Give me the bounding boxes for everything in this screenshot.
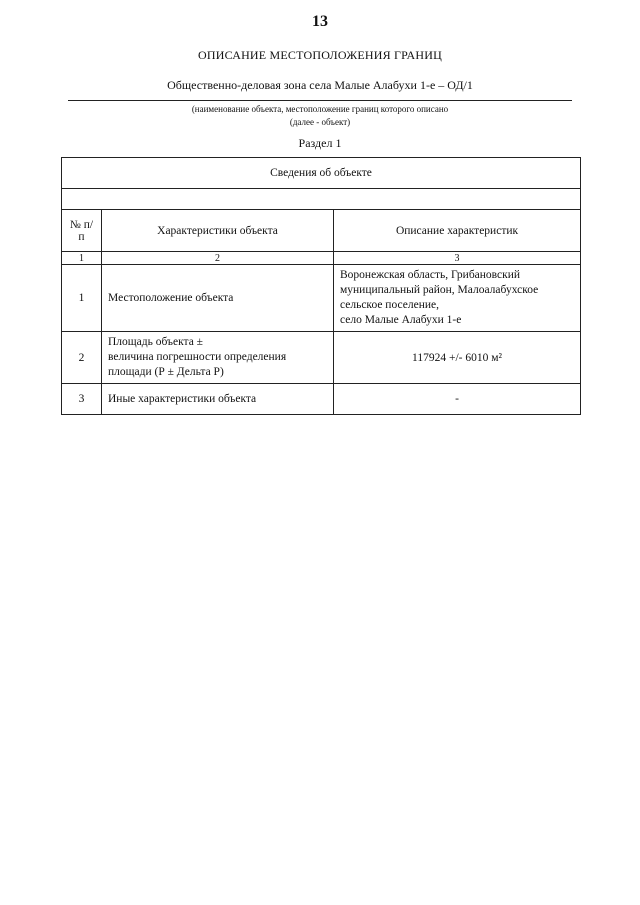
row-description: 117924 +/- 6010 м² [334,332,581,384]
row-number: 1 [62,265,102,332]
row-characteristic: Иные характеристики объекта [102,384,334,415]
object-info-table [61,157,581,415]
table-header: Сведения об объекте [62,158,581,189]
object-name-underline [68,100,572,101]
table-row [62,265,581,332]
document-title: ОПИСАНИЕ МЕСТОПОЛОЖЕНИЯ ГРАНИЦ [198,48,442,62]
characteristic-line: площади (Р ± Дельта Р) [108,366,224,378]
column-number: 3 [334,252,581,265]
object-name-caption-line-2: (далее - объект) [289,117,351,127]
row-description [334,265,581,332]
column-header-number: № п/п [62,210,102,252]
row-characteristic: Местоположение объекта [102,265,334,332]
column-header-characteristics: Характеристики объекта [102,210,334,252]
object-name-caption-line-1: (наименование объекта, местоположение границ которого описано [191,104,449,114]
table-blank-cell [62,189,581,210]
description-line: Воронежская область, Грибановский [340,269,521,281]
table-row [62,332,581,384]
description-line: сельское поселение, [340,299,439,311]
table-column-headers [62,210,581,252]
page-number: 13 [312,13,328,30]
row-description: - [334,384,581,415]
column-number-row [62,252,581,265]
characteristic-line: Площадь объекта ± [108,336,203,348]
section-title: Раздел 1 [298,136,342,150]
description-line: муниципальный район, Малоалабухское [340,284,539,296]
table-row [62,384,581,415]
row-characteristic [102,332,334,384]
characteristic-line: величина погрешности определения [108,351,287,363]
row-number: 2 [62,332,102,384]
table-header-row [62,158,581,189]
column-number: 2 [102,252,334,265]
object-name: Общественно-деловая зона села Малые Алабухи 1-е – ОД/1 [167,78,473,92]
table-blank-row [62,189,581,210]
column-header-description: Описание характеристик [334,210,581,252]
row-number: 3 [62,384,102,415]
description-line: село Малые Алабухи 1-е [340,314,462,326]
column-number: 1 [62,252,102,265]
